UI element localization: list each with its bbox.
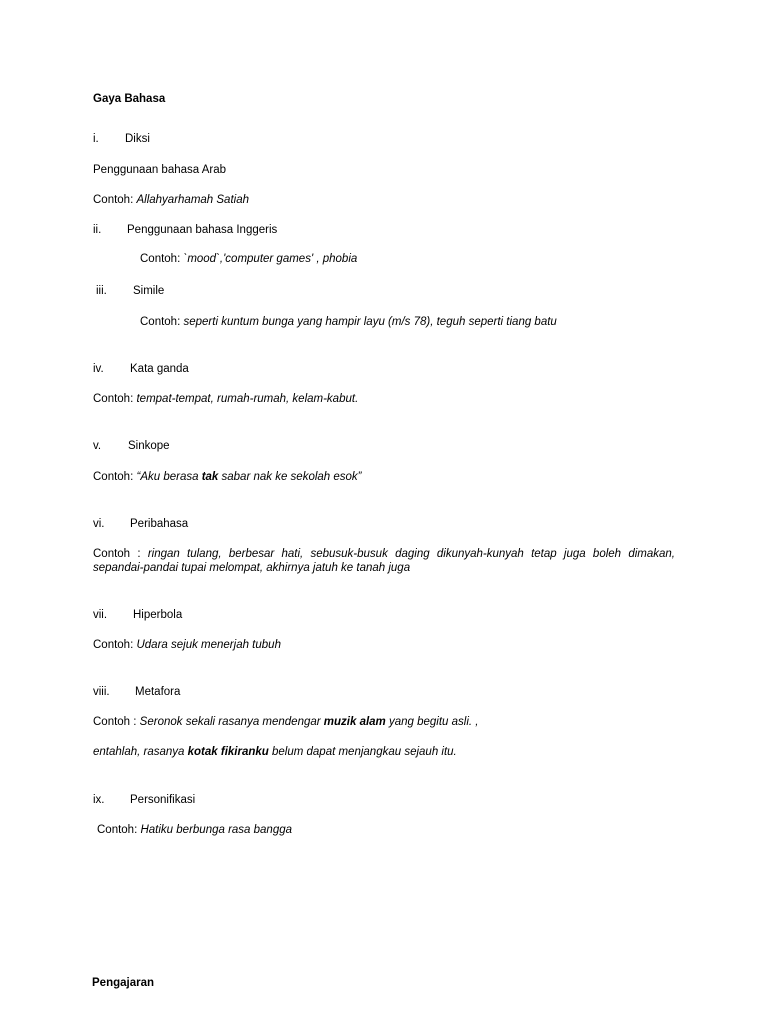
section-number: ii.: [93, 224, 102, 236]
example-text: belum dapat menjangkau sejauh itu.: [268, 746, 457, 758]
section-metafora-example-2: [93, 745, 457, 759]
section-title: Personifikasi: [130, 794, 196, 806]
section-diksi-example: [93, 193, 249, 207]
section-number: viii.: [93, 686, 110, 698]
section-simile-example: [140, 315, 557, 329]
section-metafora-heading: [93, 685, 180, 699]
section-personifikasi-example: [97, 823, 292, 837]
section-diksi-heading: [93, 132, 150, 146]
section-title: Simile: [133, 285, 165, 297]
example-label: Contoh:: [97, 824, 141, 836]
example-emphasis: tak: [201, 471, 219, 483]
section-title: Diksi: [125, 133, 150, 145]
section-kataganda-example: [93, 392, 358, 406]
section-title: Penggunaan bahasa Inggeris: [127, 224, 278, 236]
section-number: iii.: [96, 285, 107, 297]
section-title: Kata ganda: [130, 363, 189, 375]
example-text: `mood`,'computer games' , phobia: [183, 253, 358, 265]
example-text: Seronok sekali rasanya mendengar: [139, 716, 324, 728]
section-number: vii.: [93, 609, 108, 621]
section-diksi-subtitle: Penggunaan bahasa Arab: [93, 164, 227, 176]
example-label: Contoh:: [93, 471, 137, 483]
example-text: tempat-tempat, rumah-rumah, kelam-kabut.: [136, 393, 359, 405]
section-number: vi.: [93, 518, 105, 530]
section-simile-heading: [96, 284, 164, 298]
example-text: ringan tulang, berbesar hati, sebusuk-busuk daging dikunyah-kunyah tetap juga boleh dimakan, sepandai-pandai tupai melompat, akhirnya jatuh ke tanah juga: [93, 548, 675, 574]
example-text: Allahyarhamah Satiah: [136, 194, 249, 206]
section-peribahasa-example: [93, 547, 675, 575]
example-label: Contoh :: [93, 716, 140, 728]
section-number: ix.: [93, 794, 105, 806]
example-label: Contoh:: [93, 194, 137, 206]
example-text: “Aku berasa: [136, 471, 202, 483]
section-hiperbola-heading: [93, 608, 182, 622]
page-title: Gaya Bahasa: [93, 93, 166, 105]
example-text: sabar nak ke sekolah esok”: [218, 471, 362, 483]
section-number: v.: [93, 440, 102, 452]
section-peribahasa-heading: [93, 517, 188, 531]
section-number: i.: [93, 133, 99, 145]
section-kataganda-heading: [93, 362, 189, 376]
example-label: Contoh:: [140, 316, 184, 328]
section-title: Metafora: [135, 686, 181, 698]
example-label: Contoh :: [93, 548, 148, 560]
example-label: Contoh:: [140, 253, 184, 265]
section-title: Peribahasa: [130, 518, 189, 530]
example-text: entahlah, rasanya: [93, 746, 188, 758]
section-metafora-example-1: [93, 715, 478, 729]
example-text: yang begitu asli. ,: [385, 716, 479, 728]
section-hiperbola-example: [93, 638, 281, 652]
example-text: Udara sejuk menerjah tubuh: [136, 639, 281, 651]
section-title: Sinkope: [128, 440, 170, 452]
example-text: Hatiku berbunga rasa bangga: [140, 824, 293, 836]
section-inggeris-example: [140, 252, 357, 266]
example-label: Contoh:: [93, 639, 137, 651]
example-emphasis: kotak fikiranku: [187, 746, 269, 758]
section-inggeris-heading: [93, 223, 277, 237]
section-number: iv.: [93, 363, 104, 375]
section-sinkope-heading: [93, 439, 170, 453]
example-text: seperti kuntum bunga yang hampir layu (m/s 78), teguh seperti tiang batu: [183, 316, 557, 328]
section-personifikasi-heading: [93, 793, 195, 807]
section-sinkope-example: [93, 470, 362, 484]
example-label: Contoh:: [93, 393, 137, 405]
section-heading-pengajaran: Pengajaran: [92, 977, 154, 989]
example-emphasis: muzik alam: [323, 716, 386, 728]
section-title: Hiperbola: [133, 609, 183, 621]
